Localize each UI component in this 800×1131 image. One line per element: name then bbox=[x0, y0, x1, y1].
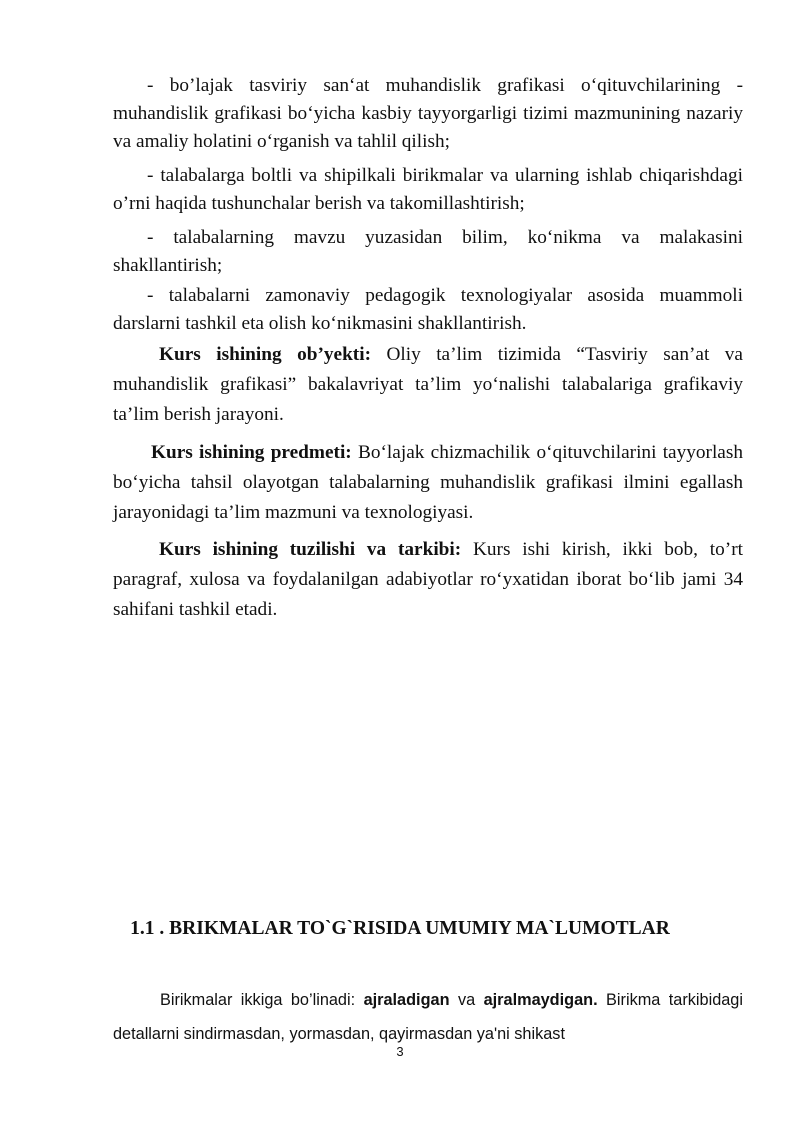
section-paragraph bbox=[113, 983, 743, 1051]
bullet-dash: - bbox=[147, 75, 154, 96]
bullet-text: talabalarga boltli va shipilkali birikmalar va ularning ishlab chiqarishdagi o’rni haqida tushunchalar berish va takomillashtirish; bbox=[113, 165, 743, 214]
bullet-text: bo’lajak tasviriy san‘at muhandislik grafikasi o‘qituvchilarining - muhandislik grafikasi bo‘yicha kasbiy tayyorgarligi tizimi mazmunining nazariy va amaliy holatini o‘rganish va tahlil qilish; bbox=[113, 75, 744, 152]
page-number: 3 bbox=[396, 1044, 404, 1059]
bullet-text: talabalarning mavzu yuzasidan bilim, ko‘nikma va malakasini shakllantirish; bbox=[113, 227, 743, 276]
bullet-dash: - bbox=[147, 285, 154, 306]
section-heading: 1.1 . BRIKMALAR TO`G`RISIDA UMUMIY MA`LUMOTLAR bbox=[130, 918, 670, 939]
course-object-text: Oliy ta’lim tizimida “Tasviriy san’at va muhandislik grafikasi” bakalavriyat ta’lim yo‘nalishi talabalariga grafikaviy ta’lim berish jarayoni. bbox=[113, 344, 743, 425]
section-text-part: Birikma tarkibidagi detallarni sindirmasdan, yormasdan, qayirmasdan ya'ni shikast bbox=[113, 991, 743, 1043]
bullet-dash: - bbox=[147, 165, 154, 186]
course-subject-paragraph bbox=[113, 438, 743, 528]
bullet-item bbox=[113, 224, 743, 280]
course-structure-label: Kurs ishining tuzilishi va tarkibi: bbox=[159, 539, 462, 560]
section-text-part: Birikmalar ikkiga bo’linadi: bbox=[160, 991, 364, 1009]
bullet-dash: - bbox=[147, 227, 154, 248]
course-structure-text: Kurs ishi kirish, ikki bob, to’rt paragraf, xulosa va foydalanilgan adabiyotlar ro‘yxatidan iborat bo‘lib jami 34 sahifani tashkil etadi. bbox=[113, 539, 743, 620]
section-bold-term: ajraladigan bbox=[363, 991, 450, 1009]
bullet-item bbox=[113, 282, 743, 338]
bullet-item bbox=[113, 162, 743, 218]
course-subject-label: Kurs ishining predmeti: bbox=[151, 442, 352, 463]
course-object-label: Kurs ishining ob’yekti: bbox=[159, 344, 371, 365]
course-structure-paragraph bbox=[113, 535, 743, 625]
course-subject-text: Bo‘lajak chizmachilik o‘qituvchilarini tayyorlash bo‘yicha tahsil olayotgan talabalarning muhandislik grafikasi ilmini egallash jarayonidagi ta’lim mazmuni va texnologiyasi. bbox=[113, 442, 744, 523]
section-bold-term: ajralmaydigan. bbox=[483, 991, 598, 1009]
section-text-part: va bbox=[449, 991, 484, 1009]
bullet-text: talabalarni zamonaviy pedagogik texnologiyalar asosida muammoli darslarni tashkil eta olish ko‘nikmasini shakllantirish. bbox=[113, 285, 743, 334]
bullet-item bbox=[113, 72, 743, 156]
course-object-paragraph bbox=[113, 340, 743, 430]
